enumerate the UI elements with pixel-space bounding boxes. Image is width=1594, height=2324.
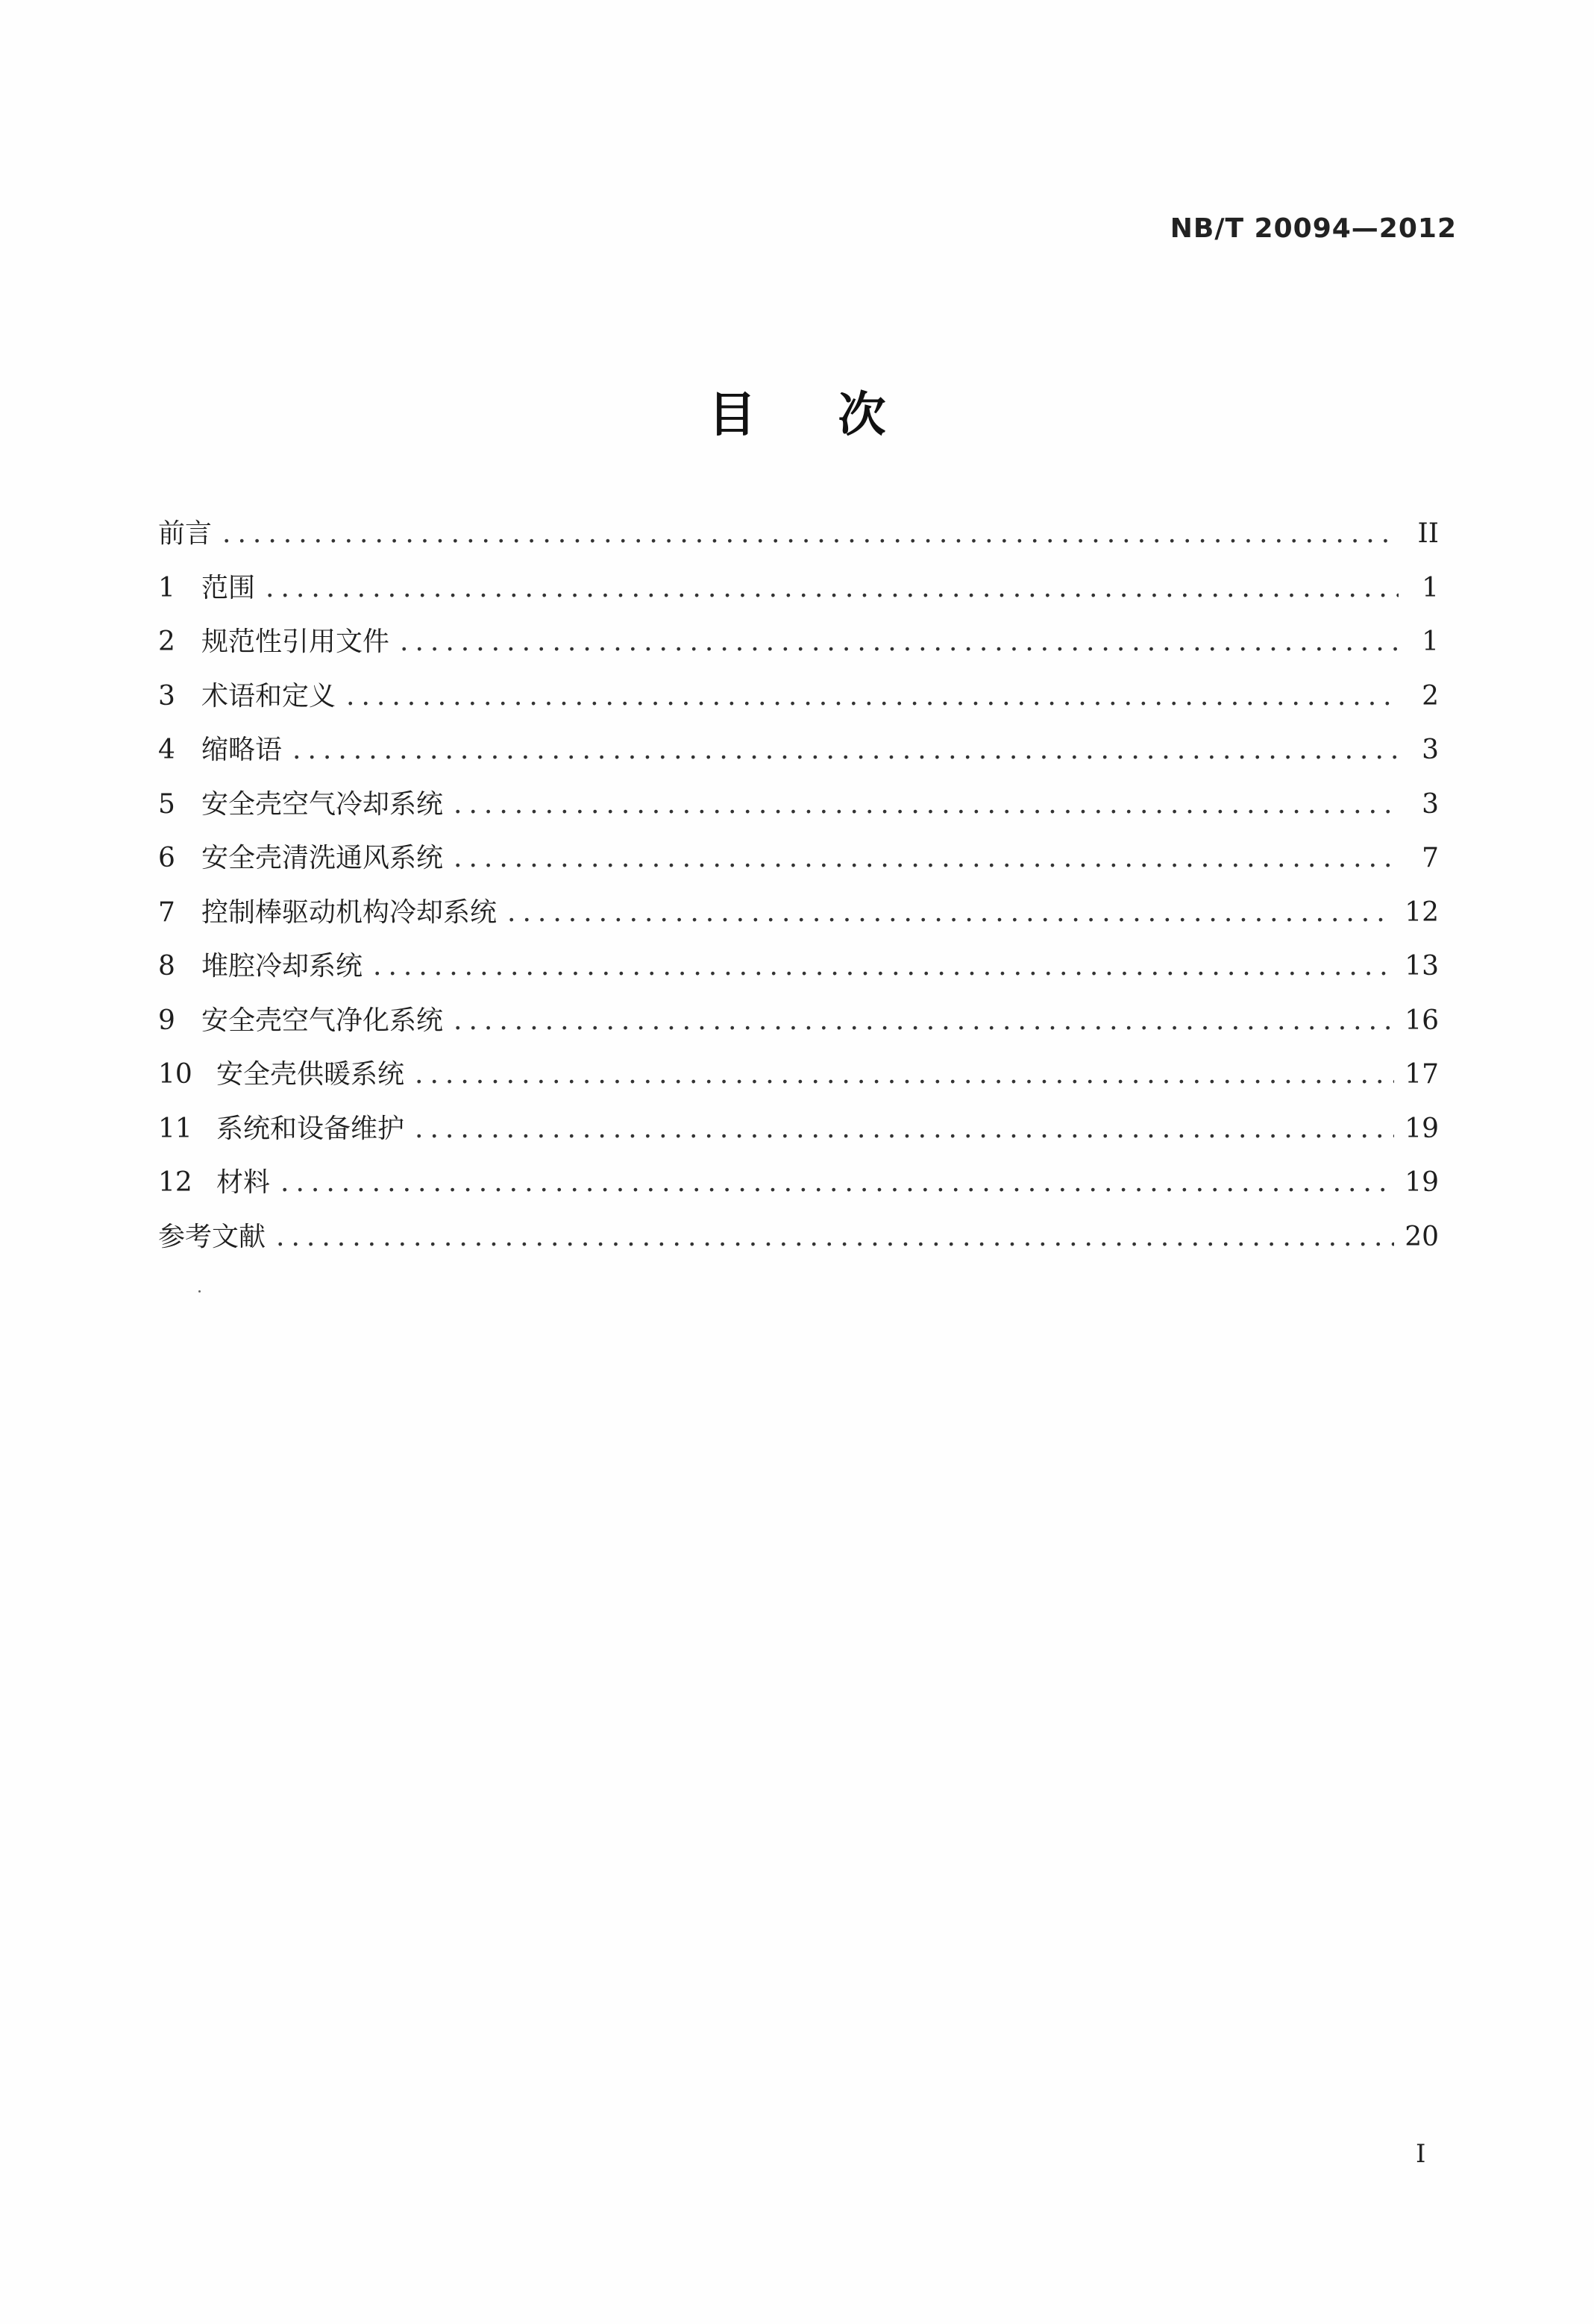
- toc-entry-label: 安全壳空气净化系统: [201, 1005, 444, 1036]
- toc-leader-dots: [507, 886, 1394, 940]
- toc-entry-label: 控制棒驱动机构冷却系统: [201, 896, 498, 928]
- toc-entry-5[interactable]: [158, 778, 1439, 832]
- toc-entry-page: 2: [1422, 680, 1439, 712]
- toc-entry-page: 1: [1422, 626, 1439, 657]
- toc-entry-number: 4: [158, 735, 175, 765]
- toc-entry-10[interactable]: [158, 1048, 1439, 1102]
- toc-title: 目次: [708, 388, 968, 443]
- toc-entry-number: 12: [158, 1167, 192, 1198]
- toc-entry-page: 12: [1405, 896, 1439, 928]
- toc-entry-number: 8: [158, 951, 175, 982]
- toc-entry-label: 前言: [158, 518, 213, 549]
- toc-entry-7[interactable]: [158, 886, 1439, 940]
- toc-leader-dots: [292, 723, 1399, 778]
- toc-entry-page: II: [1417, 518, 1439, 549]
- toc-entry-label: 参考文献: [158, 1221, 266, 1252]
- toc-entry-3[interactable]: [158, 670, 1439, 724]
- page-number: I: [1416, 2139, 1426, 2169]
- toc-leader-dots: [346, 670, 1399, 724]
- toc-entry-9[interactable]: [158, 994, 1439, 1049]
- toc-entry-label: 范围: [201, 572, 256, 603]
- toc-entry-1[interactable]: [158, 562, 1439, 616]
- toc-entry-number: 7: [158, 896, 175, 928]
- toc-entry-number: 6: [158, 843, 175, 873]
- toc-entry-label: 规范性引用文件: [201, 626, 390, 657]
- toc-entry-page: 16: [1405, 1005, 1439, 1036]
- toc-entry-number: 11: [158, 1113, 192, 1144]
- toc-entry-page: 1: [1422, 572, 1439, 603]
- toc-entry-foreword[interactable]: [158, 507, 1439, 562]
- toc-leader-dots: [415, 1048, 1394, 1102]
- toc-entry-page: 3: [1422, 788, 1439, 820]
- toc-leader-dots: [415, 1102, 1394, 1157]
- scan-speck: [198, 1290, 201, 1293]
- toc-leader-dots: [373, 940, 1394, 994]
- toc-entry-11[interactable]: [158, 1102, 1439, 1157]
- toc-entry-page: 20: [1405, 1221, 1439, 1252]
- toc-entry-label: 堆腔冷却系统: [201, 951, 363, 982]
- toc-entry-label: 术语和定义: [201, 680, 336, 712]
- toc-entry-6[interactable]: [158, 832, 1439, 886]
- toc-entry-8[interactable]: [158, 940, 1439, 994]
- toc-entry-2[interactable]: [158, 615, 1439, 670]
- toc-entry-page: 3: [1422, 735, 1439, 765]
- toc-entry-4[interactable]: [158, 723, 1439, 778]
- toc-entry-label: 安全壳供暖系统: [216, 1059, 405, 1090]
- toc-entry-page: 19: [1405, 1113, 1439, 1144]
- toc-entry-number: 1: [158, 572, 175, 603]
- toc-leader-dots: [454, 778, 1399, 832]
- toc-entry-page: 17: [1405, 1059, 1439, 1090]
- toc-entry-page: 19: [1405, 1167, 1439, 1198]
- toc-entry-label: 安全壳清洗通风系统: [201, 843, 444, 873]
- toc-entry-number: 2: [158, 626, 175, 657]
- toc-leader-dots: [400, 615, 1399, 670]
- toc-entry-label: 安全壳空气冷却系统: [201, 788, 444, 820]
- toc-entry-page: 7: [1422, 843, 1439, 873]
- toc-entry-page: 13: [1405, 951, 1439, 982]
- toc-entry-number: 9: [158, 1005, 175, 1036]
- toc-entry-label: 缩略语: [201, 735, 283, 765]
- toc-entry-bibliography[interactable]: [158, 1210, 1439, 1265]
- toc-entry-label: 材料: [216, 1167, 271, 1198]
- toc-entry-12[interactable]: [158, 1156, 1439, 1210]
- toc-entry-number: 3: [158, 680, 175, 712]
- toc-entry-number: 10: [158, 1059, 192, 1090]
- toc-leader-dots: [222, 507, 1399, 562]
- toc-leader-dots: [276, 1210, 1394, 1265]
- toc-entry-label: 系统和设备维护: [216, 1113, 405, 1144]
- document-code: NB/T 20094—2012: [1170, 213, 1457, 244]
- toc-entry-number: 5: [158, 788, 175, 820]
- toc-leader-dots: [266, 562, 1399, 616]
- toc-leader-dots: [280, 1156, 1394, 1210]
- table-of-contents: [158, 507, 1439, 1264]
- toc-leader-dots: [454, 994, 1394, 1049]
- toc-leader-dots: [454, 832, 1399, 886]
